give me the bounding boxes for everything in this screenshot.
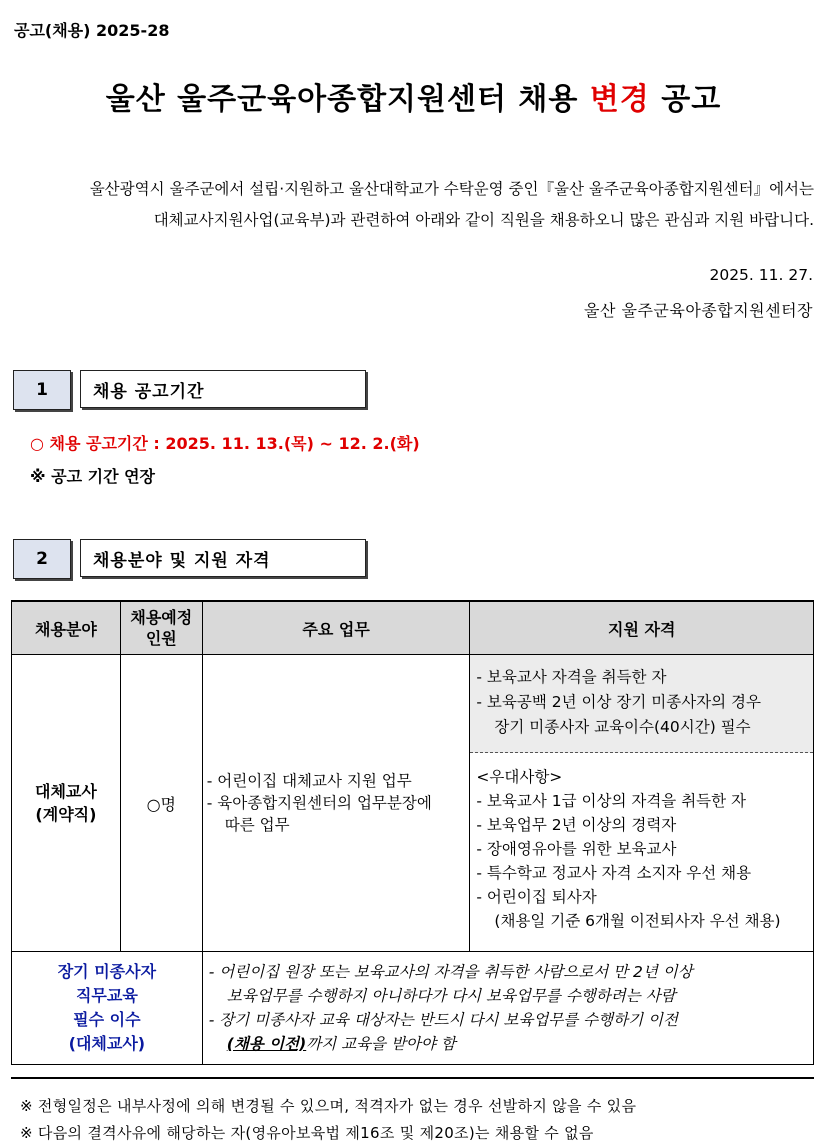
training-label-line-4: (대체교사) xyxy=(68,1034,146,1053)
recruitment-period: ○ 채용 공고기간 : 2025. 11. 13.(목) ~ 12. 2.(화) xyxy=(30,434,420,453)
preference-item: - 보육업무 2년 이상의 경력자 xyxy=(476,816,677,834)
footnote-1: ※ 전형일정은 내부사정에 의해 변경될 수 있으며, 적격자가 없는 경우 선발하지 않을 수 있음 xyxy=(20,1097,637,1115)
section-2-number: 2 xyxy=(13,539,71,579)
training-text xyxy=(202,952,813,1065)
duty-line: - 육아종합지원센터의 업무분장에 xyxy=(206,794,432,812)
preference-title: <우대사항> xyxy=(476,768,563,786)
qualification-item: - 보육교사 자격을 취득한 자 xyxy=(476,668,667,686)
page-title xyxy=(0,74,827,118)
duty-line: - 어린이집 대체교사 지원 업무 xyxy=(206,772,412,790)
qualification-item: 장기 미종사자 교육이수(40시간) 필수 xyxy=(494,718,751,736)
duty-cell xyxy=(202,655,470,952)
divider xyxy=(11,1077,814,1079)
preference-item: (채용일 기준 6개월 이전퇴사자 우선 채용) xyxy=(494,912,781,930)
qualification-cell xyxy=(470,655,814,952)
table-row xyxy=(12,655,814,952)
training-label-line-3: 필수 이수 xyxy=(73,1010,141,1029)
qualification-item: - 보육공백 2년 이상 장기 미종사자의 경우 xyxy=(476,693,761,711)
header-count-line-1: 채용예정 xyxy=(130,608,193,627)
table-header-row xyxy=(12,601,814,655)
training-text-line-2: 보육업무를 수행하지 아니하다가 다시 보육업무를 수행하려는 사람 xyxy=(226,987,676,1005)
notice-number: 공고(채용) 2025-28 xyxy=(14,21,170,40)
header-duty: 주요 업무 xyxy=(202,601,470,655)
training-emphasis: (채용 이전) xyxy=(226,1035,307,1053)
count-cell: ○명 xyxy=(120,655,202,952)
qualification-list xyxy=(470,655,813,753)
section-1-title: 채용 공고기간 xyxy=(80,370,366,408)
intro-line-1: 울산광역시 울주군에서 설립·지원하고 울산대학교가 수탁운영 중인『울산 울주군육아종합지원센터』에서는 xyxy=(89,180,814,198)
training-text-line-4-rest: 까지 교육을 받아야 함 xyxy=(306,1035,456,1053)
training-label-line-1: 장기 미종사자 xyxy=(57,962,157,981)
training-text-line-1: - 어린이집 원장 또는 보육교사의 자격을 취득한 사람으로서 만 2년 이상 xyxy=(208,963,693,981)
preference-item: - 특수학교 정교사 자격 소지자 우선 채용 xyxy=(476,864,752,882)
section-2-title: 채용분야 및 지원 자격 xyxy=(80,539,366,577)
field-cell xyxy=(12,655,121,952)
preference-item: - 보육교사 1급 이상의 자격을 취득한 자 xyxy=(476,792,747,810)
header-field: 채용분야 xyxy=(12,601,121,655)
title-part-1: 울산 울주군육아종합지원센터 채용 xyxy=(105,82,590,117)
intro-line-2: 대체교사지원사업(교육부)과 관련하여 아래와 같이 직원을 채용하오니 많은 관심과 지원 바랍니다. xyxy=(153,211,814,229)
title-highlight: 변경 xyxy=(589,82,650,117)
training-row xyxy=(12,952,814,1065)
section-1-number: 1 xyxy=(13,370,71,410)
period-extension-note: ※ 공고 기간 연장 xyxy=(30,467,156,486)
preference-list xyxy=(470,753,813,941)
field-line-1: 대체교사 xyxy=(35,782,97,801)
title-part-2: 공고 xyxy=(649,82,722,117)
duty-line: 따른 업무 xyxy=(224,816,290,834)
notice-date: 2025. 11. 27. xyxy=(709,266,813,284)
training-text-line-3: - 장기 미종사자 교육 대상자는 반드시 다시 보육업무를 수행하기 이전 xyxy=(208,1011,678,1029)
field-line-2: (계약직) xyxy=(35,805,97,824)
header-qualification: 지원 자격 xyxy=(470,601,814,655)
footnote-2: ※ 다음의 결격사유에 해당하는 자(영유아보육법 제16조 및 제20조)는 채용할 수 없음 xyxy=(20,1124,594,1142)
header-count xyxy=(120,601,202,655)
training-label-line-2: 직무교육 xyxy=(75,986,138,1005)
recruitment-table xyxy=(11,600,814,1065)
preference-item: - 장애영유아를 위한 보육교사 xyxy=(476,840,677,858)
training-text-line-4 xyxy=(209,1032,807,1056)
training-label xyxy=(12,952,203,1065)
signer: 울산 울주군육아종합지원센터장 xyxy=(584,301,813,320)
preference-item: - 어린이집 퇴사자 xyxy=(476,888,597,906)
header-count-line-2: 인원 xyxy=(145,629,177,648)
intro-paragraph xyxy=(20,174,814,236)
